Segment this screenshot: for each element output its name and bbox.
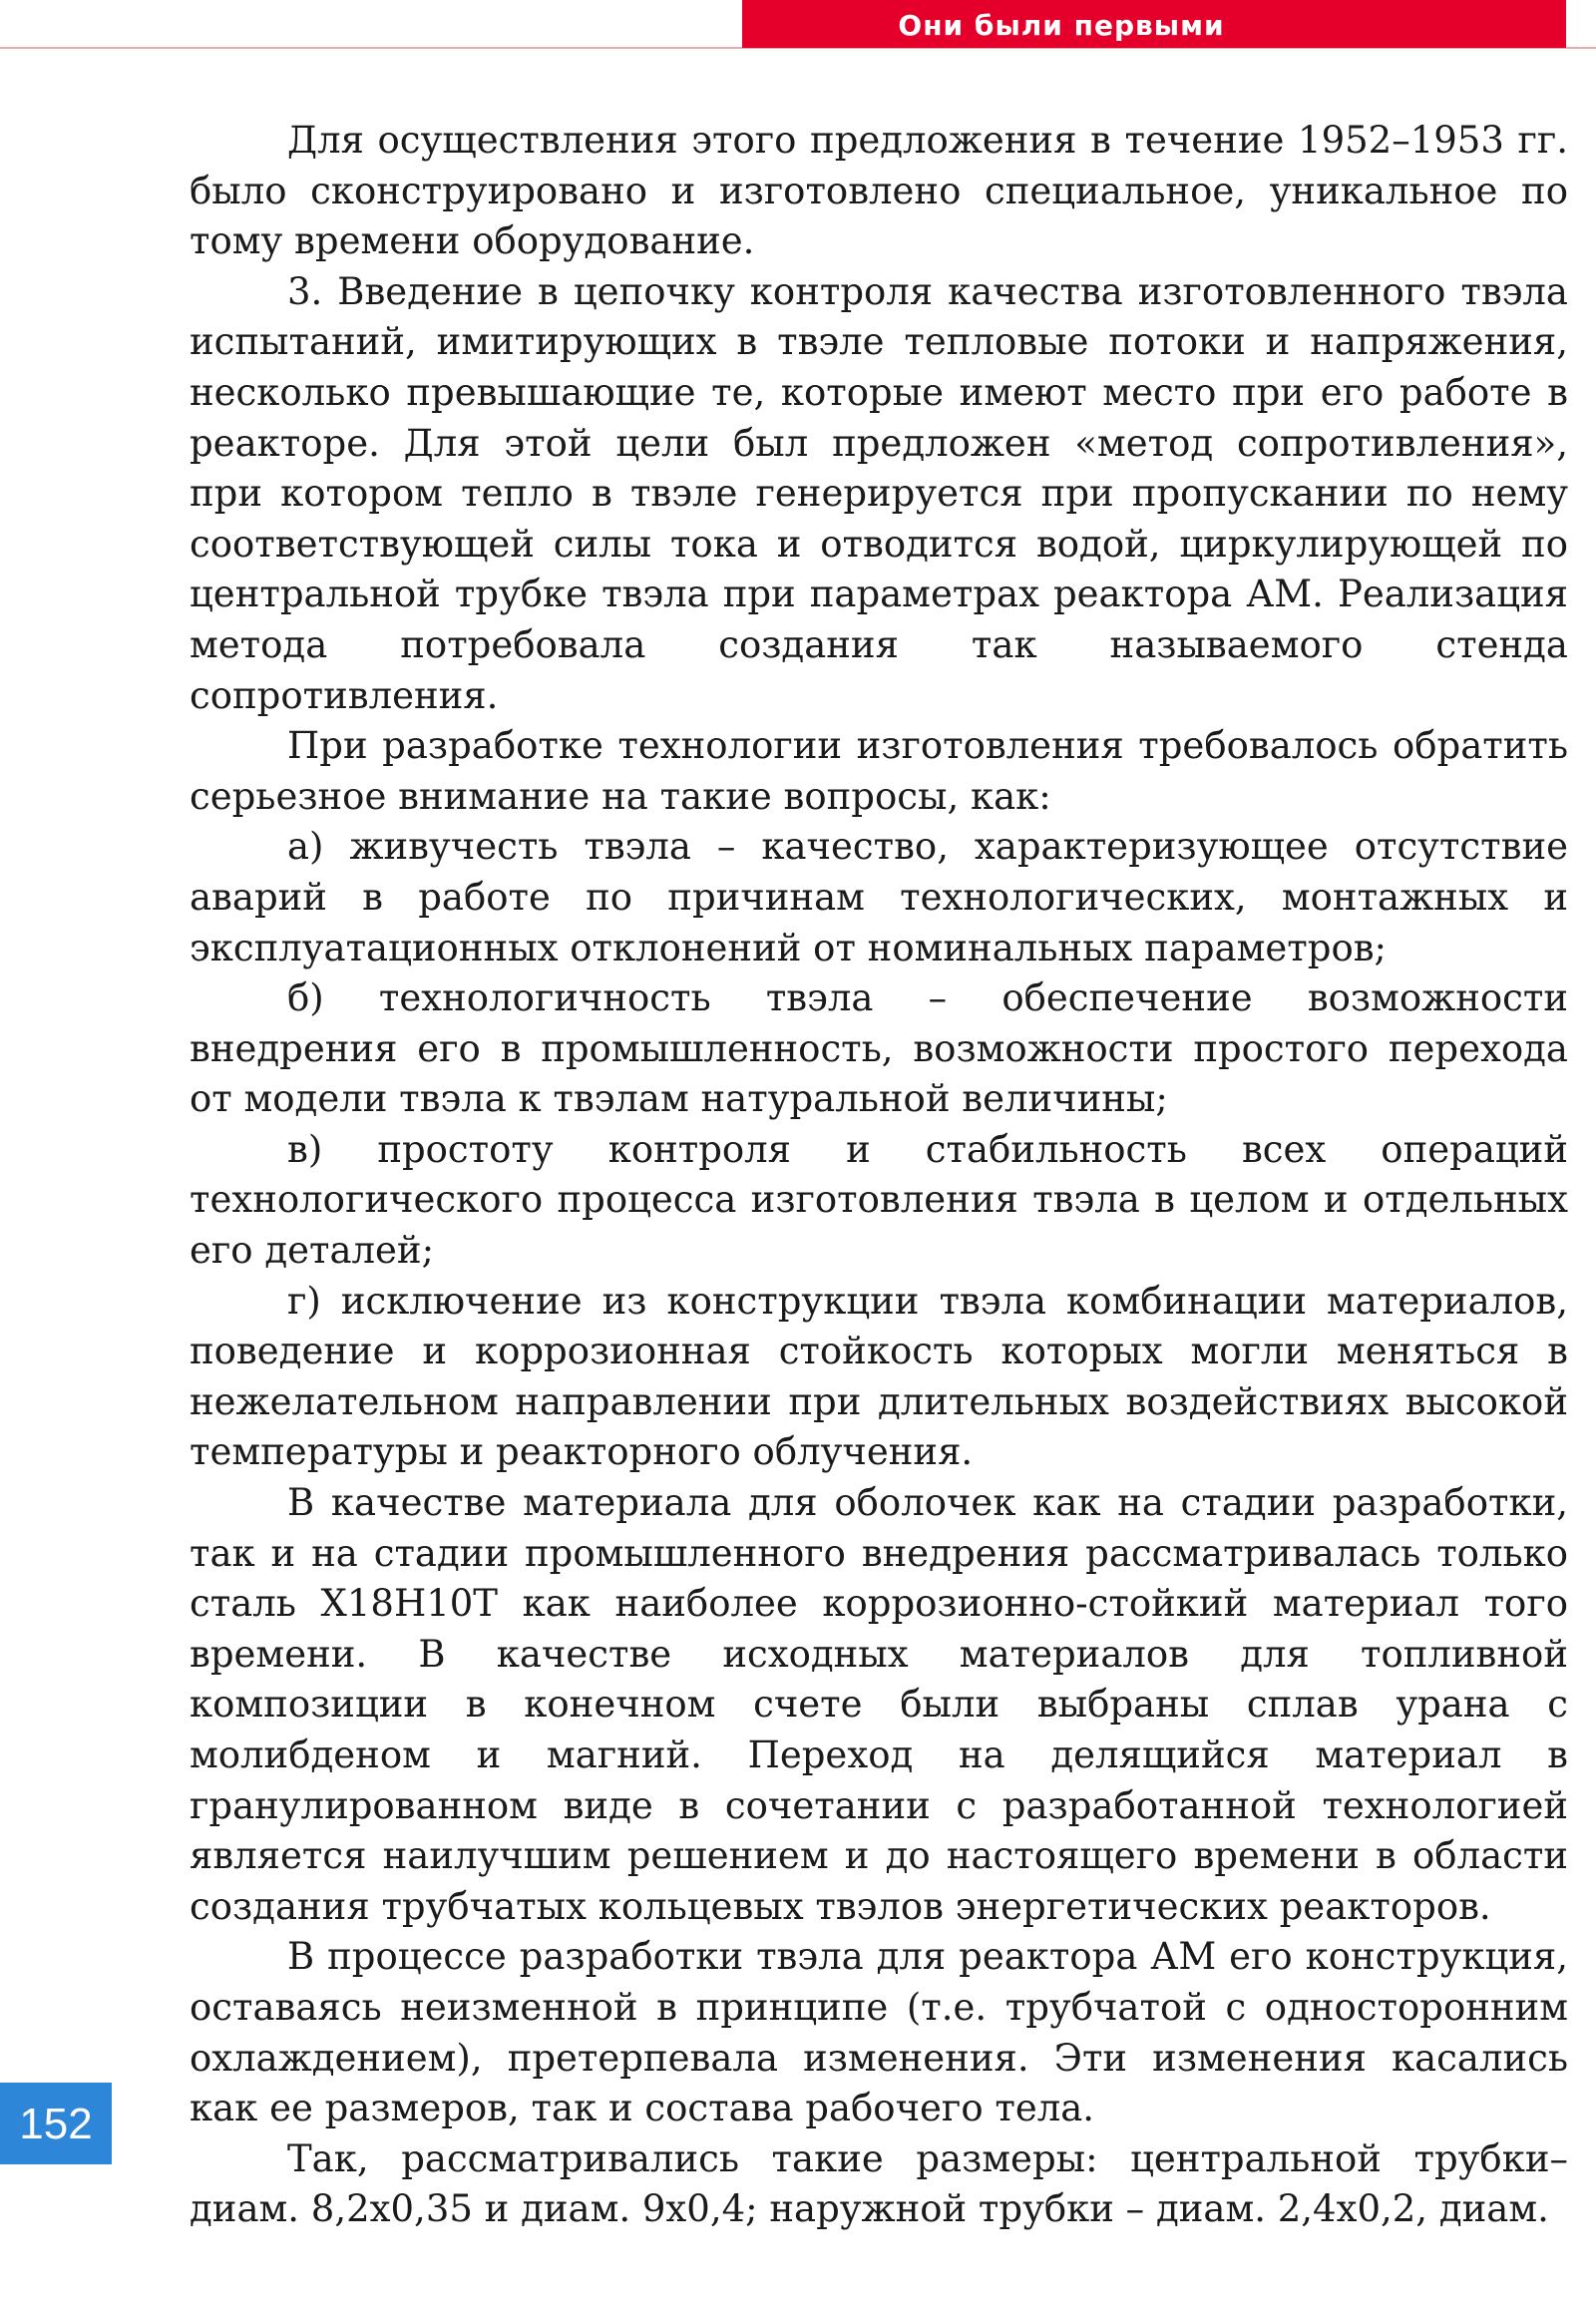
page-number: 152: [0, 2083, 112, 2164]
paragraph: В качестве материала для оболочек как на стадии разработки, так и на стадии промышленного внедрения рассматривалась только сталь Х18Н10Т как наиболее коррозионно-стойкий материал того времени. В качестве исходных материалов для топливной композиции в конечном счете были выбраны сплав урана с молибденом и магний. Переход на делящийся материал в гранулированном виде в сочетании с разработанной технологией является наилучшим решением и до настоящего времени в области создания трубчатых кольцевых твэлов энергетических реакторов.: [190, 1481, 1568, 1928]
section-title: Они были первыми: [898, 9, 1225, 42]
article-body: [190, 116, 1568, 2235]
paragraph: Для осуществления этого предложения в течение 1952–1953 гг. было сконструировано и изготовлено специальное, уникальное по тому времени оборудование.: [190, 119, 1568, 263]
paragraph: При разработке технологии изготовления требовалось обратить серьезное внимание на такие вопросы, как:: [190, 724, 1568, 818]
list-item-v: в) простоту контроля и стабильность всех операций технологического процесса изготовления твэла в целом и отдельных его деталей;: [190, 1127, 1568, 1273]
list-item-g: г) исключение из конструкции твэла комбинации материалов, поведение и коррозионная стойкость которых могли меняться в нежелательном направлении при длительных воздействиях высокой температуры и реакторного облучения.: [190, 1279, 1568, 1474]
list-item-b: б) технологичность твэла – обеспечение возможности внедрения его в промышленность, возможности простого перехода от модели твэла к твэлам натуральной величины;: [190, 976, 1568, 1121]
paragraph: Так, рассматривались такие размеры: центральной трубки– диам. 8,2х0,35 и диам. 9х0,4; наружной трубки – диам. 2,4х0,2, диам.: [190, 2136, 1568, 2231]
paragraph: 3. Введение в цепочку контроля качества изготовленного твэла испытаний, имитирующих в твэле тепловые потоки и напряжения, несколько превышающие те, которые имеют место при его работе в реакторе. Для этой цели был предложен «метод сопротивления», при котором тепло в твэле генерируется при пропускании по нему соответствующей силы тока и отводится водой, циркулирующей по центральной трубке твэла при параметрах реактора АМ. Реализация метода потребовала создания так называемого стенда сопротивления.: [190, 269, 1568, 717]
list-item-a: а) живучесть твэла – качество, характеризующее отсутствие аварий в работе по причинам технологических, монтажных и эксплуатационных отклонений от номинальных параметров;: [190, 825, 1568, 969]
paragraph: В процессе разработки твэла для реактора АМ его конструкция, оставаясь неизменной в принципе (т.е. трубчатой с односторонним охлаждением), претерпевала изменения. Эти изменения касались как ее размеров, так и состава рабочего тела.: [190, 1935, 1568, 2130]
